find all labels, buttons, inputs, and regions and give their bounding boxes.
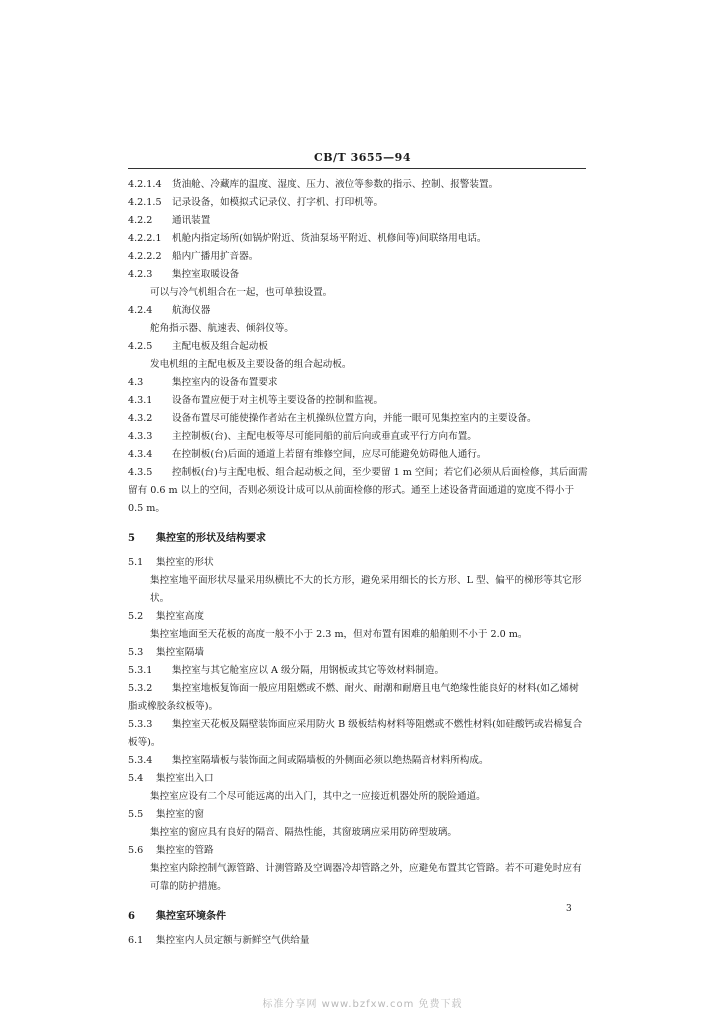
clause-4-3-2: 4.3.2 设备布置尽可能使操作者站在主机操纵位置方向，并能一眼可见集控室内的主要设备。 — [128, 413, 537, 424]
standard-number: CB/T 3655—94 — [313, 151, 411, 164]
clause-4-2-1-4: 4.2.1.4 货油舱、冷藏库的温度、湿度、压力、液位等参数的指示、控制、报警装置。 — [128, 179, 499, 190]
clause-4-3: 4.3 集控室内的设备布置要求 — [128, 377, 278, 388]
clause-4-3-5: 4.3.5 控制板(台)与主配电板、组合起动板之间，至少要留 1 m 空间；若它们必须从后面检修，其后面需留有 0.6 m 以上的空间，否则必须设计成可以从前面检修的形式。通至上述设备背面通道的宽度不得小于 0.5 m。 — [128, 467, 588, 514]
clause-5-4: 5.4 集控室出入口 — [128, 773, 214, 784]
clause-4-2-3: 4.2.3 集控室取暖设备 — [128, 269, 240, 280]
clause-5-4-text: 集控室应设有二个尽可能远离的出入门，其中之一应接近机器处所的脱险通道。 — [150, 791, 486, 802]
watermark: 标准分享网 www.bzfxw.com 免费下载 — [262, 999, 463, 1010]
clause-4-3-4: 4.3.4 在控制板(台)后面的通道上若留有维修空间，应尽可能避免妨碍他人通行。 — [128, 449, 487, 460]
clause-5-1: 5.1 集控室的形状 — [128, 557, 214, 568]
clause-4-2-2-1: 4.2.2.1 机舱内指定场所(如锅炉附近、货油泵场平附近、机修间等)间联络用电话。 — [128, 233, 487, 244]
page-number: 3 — [566, 904, 572, 914]
clause-5-5-text: 集控室的窗应具有良好的隔音、隔热性能，其窗玻璃应采用防碎型玻璃。 — [150, 827, 457, 838]
clause-5-3-2: 5.3.2 集控室地板复饰面一般应用阻燃或不燃、耐火、耐潮和耐磨且电气绝缘性能良好的材料(如乙烯树脂或橡胶条纹板等)。 — [128, 683, 579, 712]
clause-5-2-text: 集控室地面至天花板的高度一般不小于 2.3 m，但对布置有困难的船舶则不小于 2.0 m。 — [150, 629, 528, 640]
clause-5-3: 5.3 集控室隔墙 — [128, 647, 204, 658]
clause-4-2-2-2: 4.2.2.2 船内广播用扩音器。 — [128, 251, 259, 262]
chapter-6-heading: 6 集控室环境条件 — [128, 911, 226, 922]
clause-5-6-text: 集控室内除控制气源管路、计测管路及空调器冷却管路之外，应避免布置其它管路。若不可避免时应有可靠的防护措施。 — [150, 863, 582, 892]
document-body — [128, 176, 588, 950]
clause-6-1: 6.1 集控室内人员定额与新鲜空气供给量 — [128, 935, 310, 946]
clause-4-2-4-text: 舵角指示器、航速表、倾斜仪等。 — [150, 323, 294, 334]
clause-4-2-5-text: 发电机组的主配电板及主要设备的组合起动板。 — [150, 359, 352, 370]
clause-4-2-4: 4.2.4 航海仪器 — [128, 305, 211, 316]
clause-5-6: 5.6 集控室的管路 — [128, 845, 214, 856]
clause-4-2-5: 4.2.5 主配电板及组合起动板 — [128, 341, 268, 352]
clause-5-3-4: 5.3.4 集控室隔墙板与装饰面之间或隔墙板的外侧面必须以绝热隔音材料所构成。 — [128, 755, 489, 766]
clause-5-1-text: 集控室地平面形状尽量采用纵横比不大的长方形，避免采用细长的长方形、L 型、偏平的梯形等其它形状。 — [150, 575, 582, 604]
clause-4-3-1: 4.3.1 设备布置应便于对主机等主要设备的控制和监视。 — [128, 395, 384, 406]
header-rule — [128, 168, 586, 169]
clause-4-2-3-text: 可以与冷气机组合在一起，也可单独设置。 — [150, 287, 333, 298]
clause-4-2-1-5: 4.2.1.5 记录设备，如模拟式记录仪、打字机、打印机等。 — [128, 197, 384, 208]
clause-5-5: 5.5 集控室的窗 — [128, 809, 204, 820]
chapter-5-heading: 5 集控室的形状及结构要求 — [128, 533, 266, 544]
clause-5-3-3: 5.3.3 集控室天花板及隔壁装饰面应采用防火 B 级板结构材料等阻燃或不燃性材料(如硅酸钙或岩棉复合板等)。 — [128, 719, 583, 748]
clause-5-3-1: 5.3.1 集控室与其它舱室应以 A 级分隔，用钢板或其它等效材料制造。 — [128, 665, 445, 676]
clause-4-2-2: 4.2.2 通讯装置 — [128, 215, 211, 226]
clause-5-2: 5.2 集控室高度 — [128, 611, 204, 622]
clause-4-3-3: 4.3.3 主控制板(台)、主配电板等尽可能同船的前后向或垂直或平行方向布置。 — [128, 431, 477, 442]
